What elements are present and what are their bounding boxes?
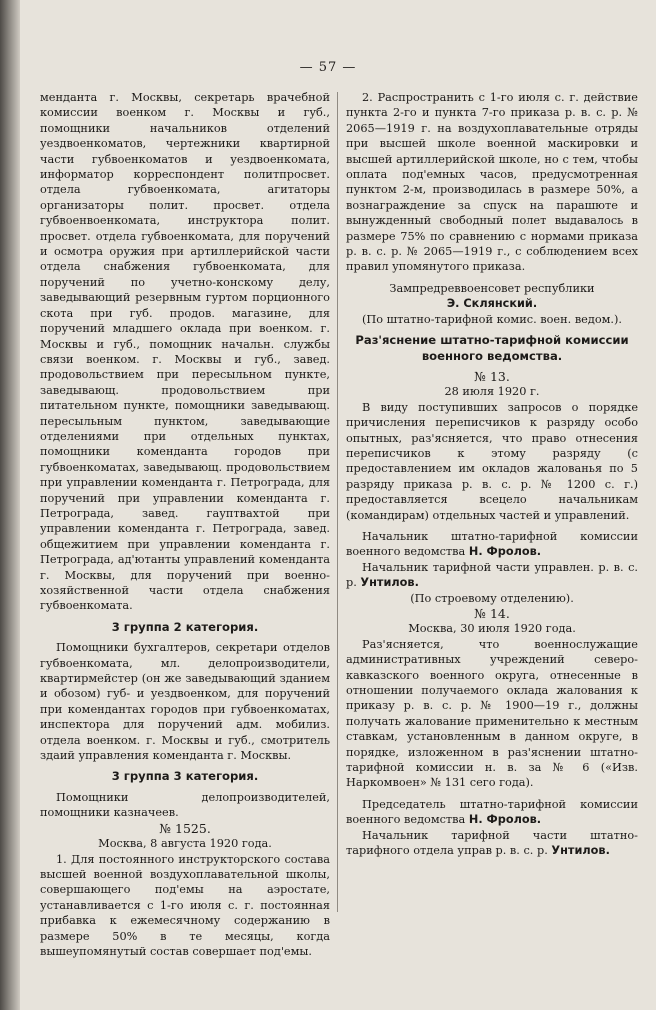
order-number: № 1525. [159,820,211,836]
column-divider [337,92,338,912]
clarification-14-number: № 14. [474,606,510,621]
section-heading: Раз'яснение штатно-тарифной комиссии военного ведомства. [355,333,629,363]
book-spine-shadow [0,0,20,1010]
right-column [346,90,638,859]
group-3-paragraph: Помощники делопроизводителей, помощники казначеев. [40,790,330,820]
page-number: — 57 — [299,60,357,75]
clarification-14-paragraph: Раз'ясняется, что военнослужащие административных учреждений северо-кавказского военного округа, отнесенные в отношении получаемого оклада жалования к приказу р. в. с. р. № 1900—19 г., должны получать жалование применительно к местным ставкам, установленным в данном округе, в порядке, изложенном в раз'яснении штатно-тарифной комиссии н. в. за № 6 («Изв. Наркомвоен» № 131 сего года). [346,637,638,790]
group-3-heading: 3 группа 3 категория. [111,769,259,784]
clarification-13-signature-2-name: Унтилов. [360,576,419,590]
group-2-heading: 3 группа 2 категория. [111,619,259,634]
signature-1-role: Зампредреввоенсовет республики [389,281,595,295]
clarification-13-signature-1-name: Н. Фролов. [468,545,542,559]
clarification-13-paragraph: В виду поступивших запросов о порядке причисления переписчиков к разряду особо опытных, раз'ясняется, что право отнесения переписчиков к этому разряду (с предоставлением им окладов жалованья по 5 разряду приказа р. в. с. р. № 1200 с. г.) предоставляется всецело начальникам (командирам) отдельных частей и управлений. [346,400,638,522]
group-2-paragraph: Помощники бухгалтеров, секретари отделов губвоенкомата, мл. делопроизводители, квартирмейстер (он же заведывающий зданием и обозом) губ- и уездвоенком, для поручений при комендантах городов при губвоенкоматах, инспектора для поручений адм. мобилиз. отдела военком. г. Москвы и губ., смотритель здаий управления коменданта г. Москвы. [40,641,330,763]
clarification-14-signature-1-name: Н. Фролов. [468,813,542,827]
clarification-14-signature-1-role: Председатель штатно-тарифной комиссии военного ведомства [346,797,638,827]
order-paragraph-2: 2. Распространить с 1-го июля с. г. действие пункта 2-го и пункта 7-го приказа р. в. с. р. № 2065—1919 г. на воздухоплавательные отряды при высшей школе военной маскировки и высшей артиллерийской школе, но с тем, чтобы оплата под'емных часов, предусмотренная пунктом 2-м, производилась в размере 50%, а вознаграждение за спуск на парашюте и вынужденный свободный полет выдавалось в размере 75% по сравнению с нормами приказа р. в. с. р. № 2065—1919 г., с соблюдением всех правил упомянутого приказа. [346,91,638,274]
clarification-13-signature-1-role: Начальник штатно-тарифной комиссии военного ведомства [346,529,638,559]
order-paragraph-1: 1. Для постоянного инструкторского состава высшей военной воздухоплавательной школы, совершающего под'емы на аэростате, устанавливается с 1-го июля с. г. постоянная прибавка к ежемесячному содержанию в размере 50% в те месяцы, когда вышеупомянутый состав совершает под'емы. [40,852,330,958]
left-column [40,90,330,959]
clarification-14-signature-1 [346,797,638,828]
clarification-14-date: Москва, 30 июля 1920 года. [408,622,576,636]
order-date: Москва, 8 августа 1920 года. [98,837,272,851]
clarification-14-signature-2 [346,828,638,859]
intro-paragraph: мендантa г. Москвы, секретарь врачебной комиссии военком г. Москвы и губ., помощники начальников отделений уездвоенкоматов, чертежники квартирной части губвоенкоматов и уездвоенкомата, информатор корреспондент политпросвет. отдела губвоенкомата, агитаторы организаторы полит. просвет. отдела губвоенвоенкомата, инструктора полит. просвет. отдела губвоенкомата, для поручений и осмотра оружия при артиллерийской части отдела снабжения губвоенкомата, для поручений по учетно-конскому делу, заведывающий резервным гуртом порционного скота при губ. продов. магазине, для поручений младшего оклада при военком. г. Москвы и губ., помощник начальн. службы связи военком. г. Москвы и губ., завед. продовольствием при пересыльном пункте, заведывающ. продовольствием при питательном пункте, помощники заведывающ. пересыльным пунктом, заведывающие отделениями при отдельных пунктах, помощники коменданта городов при губвоенкоматах, заведывающ. продовольствием при управлении коменданта г. Петрограда, для поручений при управлении коменданта г. Петрограда, завед. гауптвахтой при управлении коменданта г. Петрограда, завед. общежитием при управлении коменданта г. Петрограда, ад'ютанты управлений коменданта г. Москвы, для поручений при военно-хозяйственной части отдела снабжения губвоенкомата. [40,91,330,613]
clarification-14-signature-2-role: Начальник тарифной части штатно-тарифного отдела управ р. в. с. р. [346,828,638,858]
clarification-13-date: 28 июля 1920 г. [444,385,540,399]
clarification-13-signature-2 [346,560,638,591]
signature-1-note: (По штатно-тарифной комис. воен. ведом.). [362,312,622,326]
clarification-13-signature-2-role: Начальник тарифной части управлен. р. в. с. р. [346,560,638,590]
clarification-13-signature-1 [346,529,638,560]
signature-1-name: Э. Склянский. [446,297,538,311]
clarification-13-number: № 13. [474,368,510,384]
clarification-13-note: (По строевому отделению). [410,591,574,605]
clarification-14-signature-2-name: Унтилов. [551,844,610,858]
